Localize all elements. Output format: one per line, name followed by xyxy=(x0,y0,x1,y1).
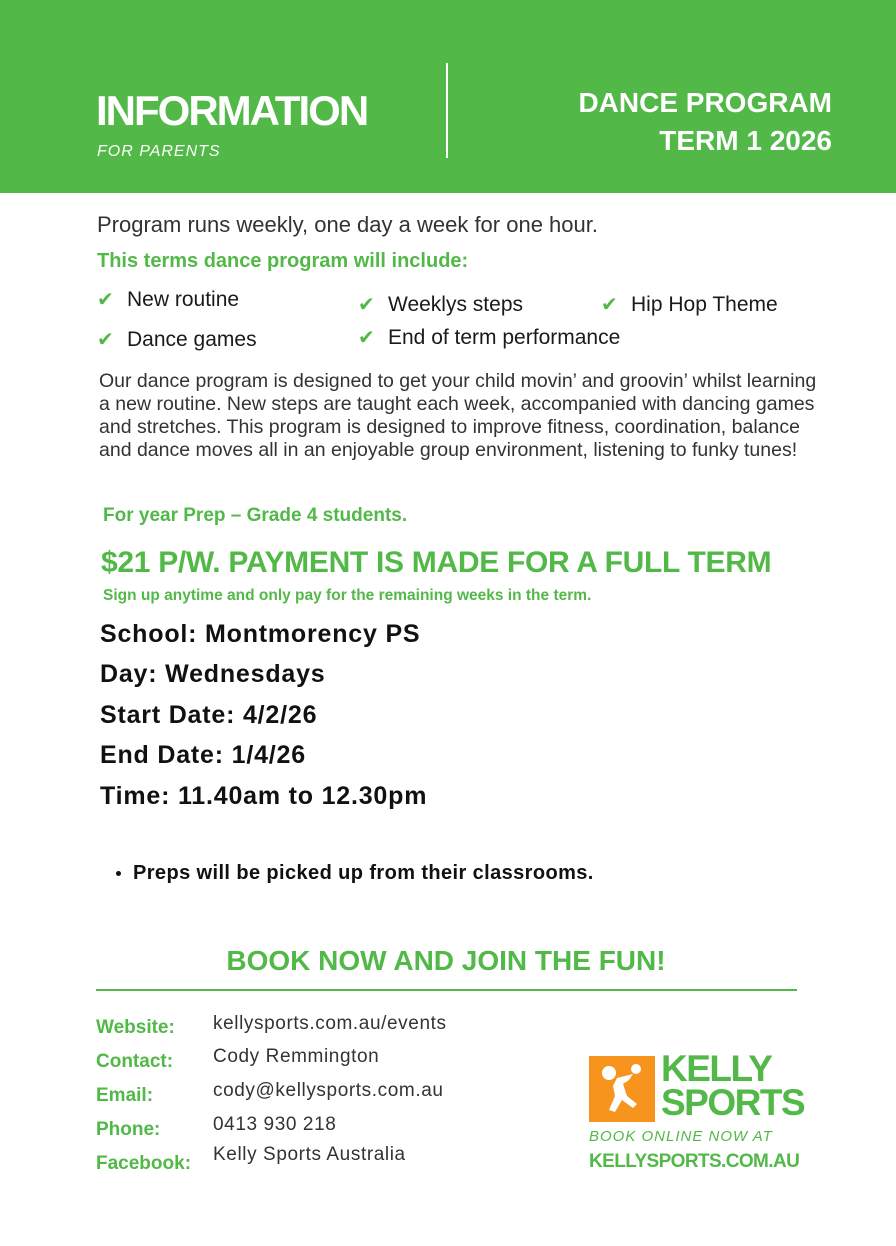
start-date-detail: Start Date: 4/2/26 xyxy=(100,701,318,729)
book-online-text: BOOK ONLINE NOW AT xyxy=(589,1128,773,1145)
program-title-line2: TERM 1 2026 xyxy=(659,125,832,156)
feature-label: Weeklys steps xyxy=(388,292,523,316)
website-value[interactable]: kellysports.com.au/events xyxy=(213,1013,447,1034)
year-level-text: For year Prep – Grade 4 students. xyxy=(103,505,408,526)
divider-rule xyxy=(96,989,797,991)
kelly-sports-logo-icon xyxy=(589,1056,655,1122)
contact-value: Cody Remmington xyxy=(213,1046,380,1067)
email-value[interactable]: cody@kellysports.com.au xyxy=(213,1080,444,1101)
email-label: Email: xyxy=(96,1085,154,1106)
feature-item xyxy=(601,292,778,317)
program-runs-text: Program runs weekly, one day a week for one hour. xyxy=(97,212,598,237)
kelly-sports-logo-text xyxy=(661,1048,805,1123)
pickup-note xyxy=(116,862,594,885)
feature-item xyxy=(358,325,620,350)
time-detail: Time: 11.40am to 12.30pm xyxy=(100,782,428,810)
program-title xyxy=(578,84,832,160)
logo-name-line1: KELLY xyxy=(661,1048,772,1089)
phone-value[interactable]: 0413 930 218 xyxy=(213,1114,337,1135)
check-icon: ✔ xyxy=(97,289,114,311)
program-title-line1: DANCE PROGRAM xyxy=(578,87,832,118)
book-now-heading: BOOK NOW AND JOIN THE FUN! xyxy=(226,945,666,976)
day-detail: Day: Wednesdays xyxy=(100,660,326,688)
header-divider xyxy=(446,63,448,158)
kelly-sports-url[interactable]: KELLYSPORTS.COM.AU xyxy=(589,1151,800,1172)
facebook-value[interactable]: Kelly Sports Australia xyxy=(213,1144,406,1165)
feature-label: New routine xyxy=(127,287,240,311)
logo-name-line2: SPORTS xyxy=(661,1082,805,1123)
include-heading: This terms dance program will include: xyxy=(97,250,469,272)
website-label: Website: xyxy=(96,1017,175,1038)
bullet-icon xyxy=(116,871,121,876)
phone-label: Phone: xyxy=(96,1119,161,1140)
check-icon: ✔ xyxy=(358,294,375,316)
signup-note: Sign up anytime and only pay for the remaining weeks in the term. xyxy=(103,587,592,604)
check-icon: ✔ xyxy=(358,327,375,349)
price-heading: $21 P/W. PAYMENT IS MADE FOR A FULL TERM xyxy=(101,546,772,579)
program-description: Our dance program is designed to get your child movin’ and groovin’ whilst learning a new routine. New steps are taught each week, accompanied with dancing games and stretches. This program is designed to improve fitness, coordination, balance and dance moves all in an enjoyable group environment, listening to funky tunes! xyxy=(99,370,817,461)
feature-label: Hip Hop Theme xyxy=(631,292,778,316)
pickup-note-text: Preps will be picked up from their classrooms. xyxy=(133,862,594,884)
feature-label: End of term performance xyxy=(388,325,621,349)
feature-item xyxy=(358,292,523,317)
info-title: INFORMATION xyxy=(96,87,368,134)
header-banner xyxy=(0,0,896,193)
info-subtitle: FOR PARENTS xyxy=(97,143,221,160)
feature-label: Dance games xyxy=(127,327,257,351)
check-icon: ✔ xyxy=(97,329,114,351)
feature-item xyxy=(97,287,239,312)
check-icon: ✔ xyxy=(601,294,618,316)
facebook-label: Facebook: xyxy=(96,1153,192,1174)
end-date-detail: End Date: 1/4/26 xyxy=(100,741,306,769)
feature-item xyxy=(97,327,257,352)
contact-label: Contact: xyxy=(96,1051,174,1072)
school-detail: School: Montmorency PS xyxy=(100,620,421,648)
